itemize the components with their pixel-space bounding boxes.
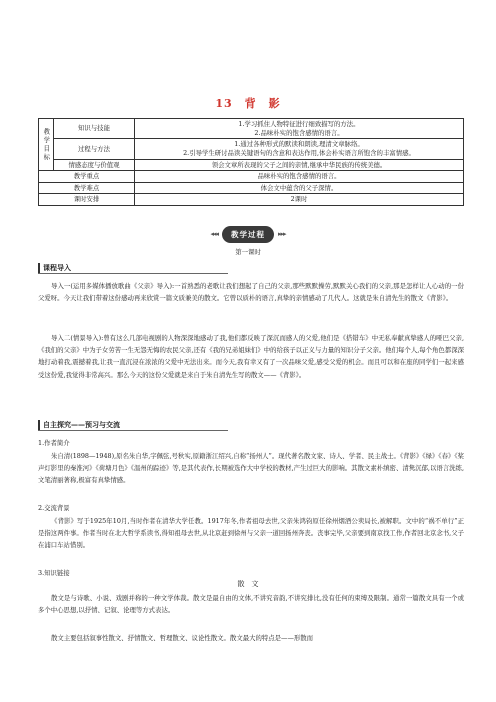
lesson-plan-table	[38, 118, 464, 206]
schedule-content: 2课时	[135, 194, 464, 206]
heading-bar	[38, 420, 40, 430]
heading-underline	[38, 430, 228, 431]
prose-paragraph-1: 散文是与诗歌、小说、戏剧并称的一种文学体裁。散文是最自由的文体,不讲究音韵,不讲究排比,没有任何的束缚及限制。通常一篇散文具有一个或多个中心思想,以抒情、记叙、论理等方式表达。	[38, 594, 464, 615]
knowledge-item-1: 1.学习抓住人物特征进行细致描写的方法。	[238, 120, 360, 128]
process-item-1: 1.通过各种形式的默读和朗读,理清文章脉络。	[234, 140, 364, 149]
section-heading-label: 课程导入	[43, 264, 71, 272]
emotion-content: 领会文章所表现的父子之间的亲情,继承中华民族的传统美德。	[135, 159, 464, 171]
process-label: 过程与方法	[54, 139, 135, 159]
emotion-label: 情感态度与价值观	[54, 159, 135, 171]
banner-label: 教学过程	[222, 226, 274, 243]
arrows-right-icon: ▸▸▸	[278, 230, 286, 238]
knowledge-label: 知识与技能	[54, 119, 135, 139]
key-point-label: 教学重点	[39, 171, 135, 183]
prose-sub-heading: 散 文	[237, 580, 259, 588]
knowledge-link-title: 3.知识链接	[38, 569, 70, 577]
process-content	[135, 139, 464, 159]
schedule-label: 课时安排	[39, 194, 135, 206]
table-row	[39, 182, 464, 194]
table-row	[39, 139, 464, 159]
teaching-process-banner	[0, 225, 496, 243]
background-text: 《背影》写于1925年10月,当时作者在清华大学任教。1917年冬,作者祖母去世,父亲朱鸿钧原任徐州烟酒公卖局长,被解职。文中的“祸不单行”正是指这两件事。作者当时在北大哲学系读书,得知祖母去世,从北京赶到徐州与父亲一道回扬州奔丧。丧事完毕,父亲要到南京找工作,作者回北京念书,父子在浦口车站惜别。	[38, 517, 464, 550]
goal-label: 教学目标	[39, 119, 54, 171]
prose-paragraph-2: 散文主要包括叙事性散文、抒情散文、哲理散文、议论性散文。散文最大的特点是——形散而	[51, 634, 314, 642]
key-point-content: 品味朴实的饱含感情的语言。	[135, 171, 464, 183]
section-heading-intro	[38, 263, 228, 274]
table-row	[39, 171, 464, 183]
table-row	[39, 194, 464, 206]
author-intro-title: 1.作者简介	[38, 439, 70, 447]
table-row	[39, 159, 464, 171]
intro-paragraph-2: 导入二(情景导入):曾有这么几部电视剧的人物深深地感动了我,他们都反映了深沉而感人的父爱,他们是《搭错车》中无私奉献真挚感人的哑巴父亲,《我们的父亲》中为子女劳苦一生无怨无悔的农民父亲,还有《我的兄弟姐妹们》中的给孩子以正义与力量的知识分子父亲。他们每个人,每个角色都深深地打动着我,震撼着我,让我一直沉浸在浓浓的父爱中无法出来。而今天,我有幸又有了一次品味父爱,感受父爱的机会。而且可以和在座的同学们一起来感受这份爱,我觉得非常高兴。那么今天的这份父爱就是来自于朱自清先生写的散文——《背影》。	[38, 334, 464, 379]
knowledge-content	[135, 119, 464, 139]
author-intro-text: 朱自清(1898—1948),原名朱自华,字佩弦,号秋实,原籍浙江绍兴,自称“扬州人”。现代著名散文家、诗人、学者、民主战士。《背影》《绿》《春》《桨声灯影里的秦淮河》《荷塘月色》《温州的踪迹》等,是其代表作,长期被选作大中学校的教材,产生过巨大的影响。其散文素朴缜密、清隽沉郁,以语言洗练,文笔清丽著称,极富有真挚情感。	[38, 452, 464, 485]
section-heading-explore	[38, 420, 228, 431]
background-title: 2.交流背景	[38, 504, 70, 512]
table-row	[39, 119, 464, 139]
process-item-2: 2.引导学生研讨品读关键语句的含意和表达作用,体会朴实语言所饱含的丰富情感。	[183, 148, 415, 157]
session-label: 第一课时	[235, 248, 261, 256]
knowledge-item-2: 2.品味朴实的饱含感情的语言。	[254, 128, 344, 137]
heading-underline	[38, 273, 228, 274]
intro-paragraph-1: 导入一(运用多媒体播放歌曲《父亲》导入):一首熟悉的老歌让我们想起了自己的父亲,那些默默操劳,默默关心我们的父亲,那是怎样让人心动的一份父爱呀。今天让我们带着这份感动再来欣赏一篇文质兼美的散文。它曾以质朴的语言,真挚的亲情感动了几代人。这就是朱自清先生的散文《背影》。	[38, 282, 464, 303]
arrows-left-icon: ◂◂◂	[210, 230, 218, 238]
lesson-title: 13 背 影	[215, 97, 281, 110]
difficulty-label: 教学难点	[39, 182, 135, 194]
heading-bar	[38, 263, 40, 273]
difficulty-content: 体会文中蕴含的父子深情。	[135, 182, 464, 194]
section-heading-label: 自主探究——预习与交流	[43, 421, 120, 429]
